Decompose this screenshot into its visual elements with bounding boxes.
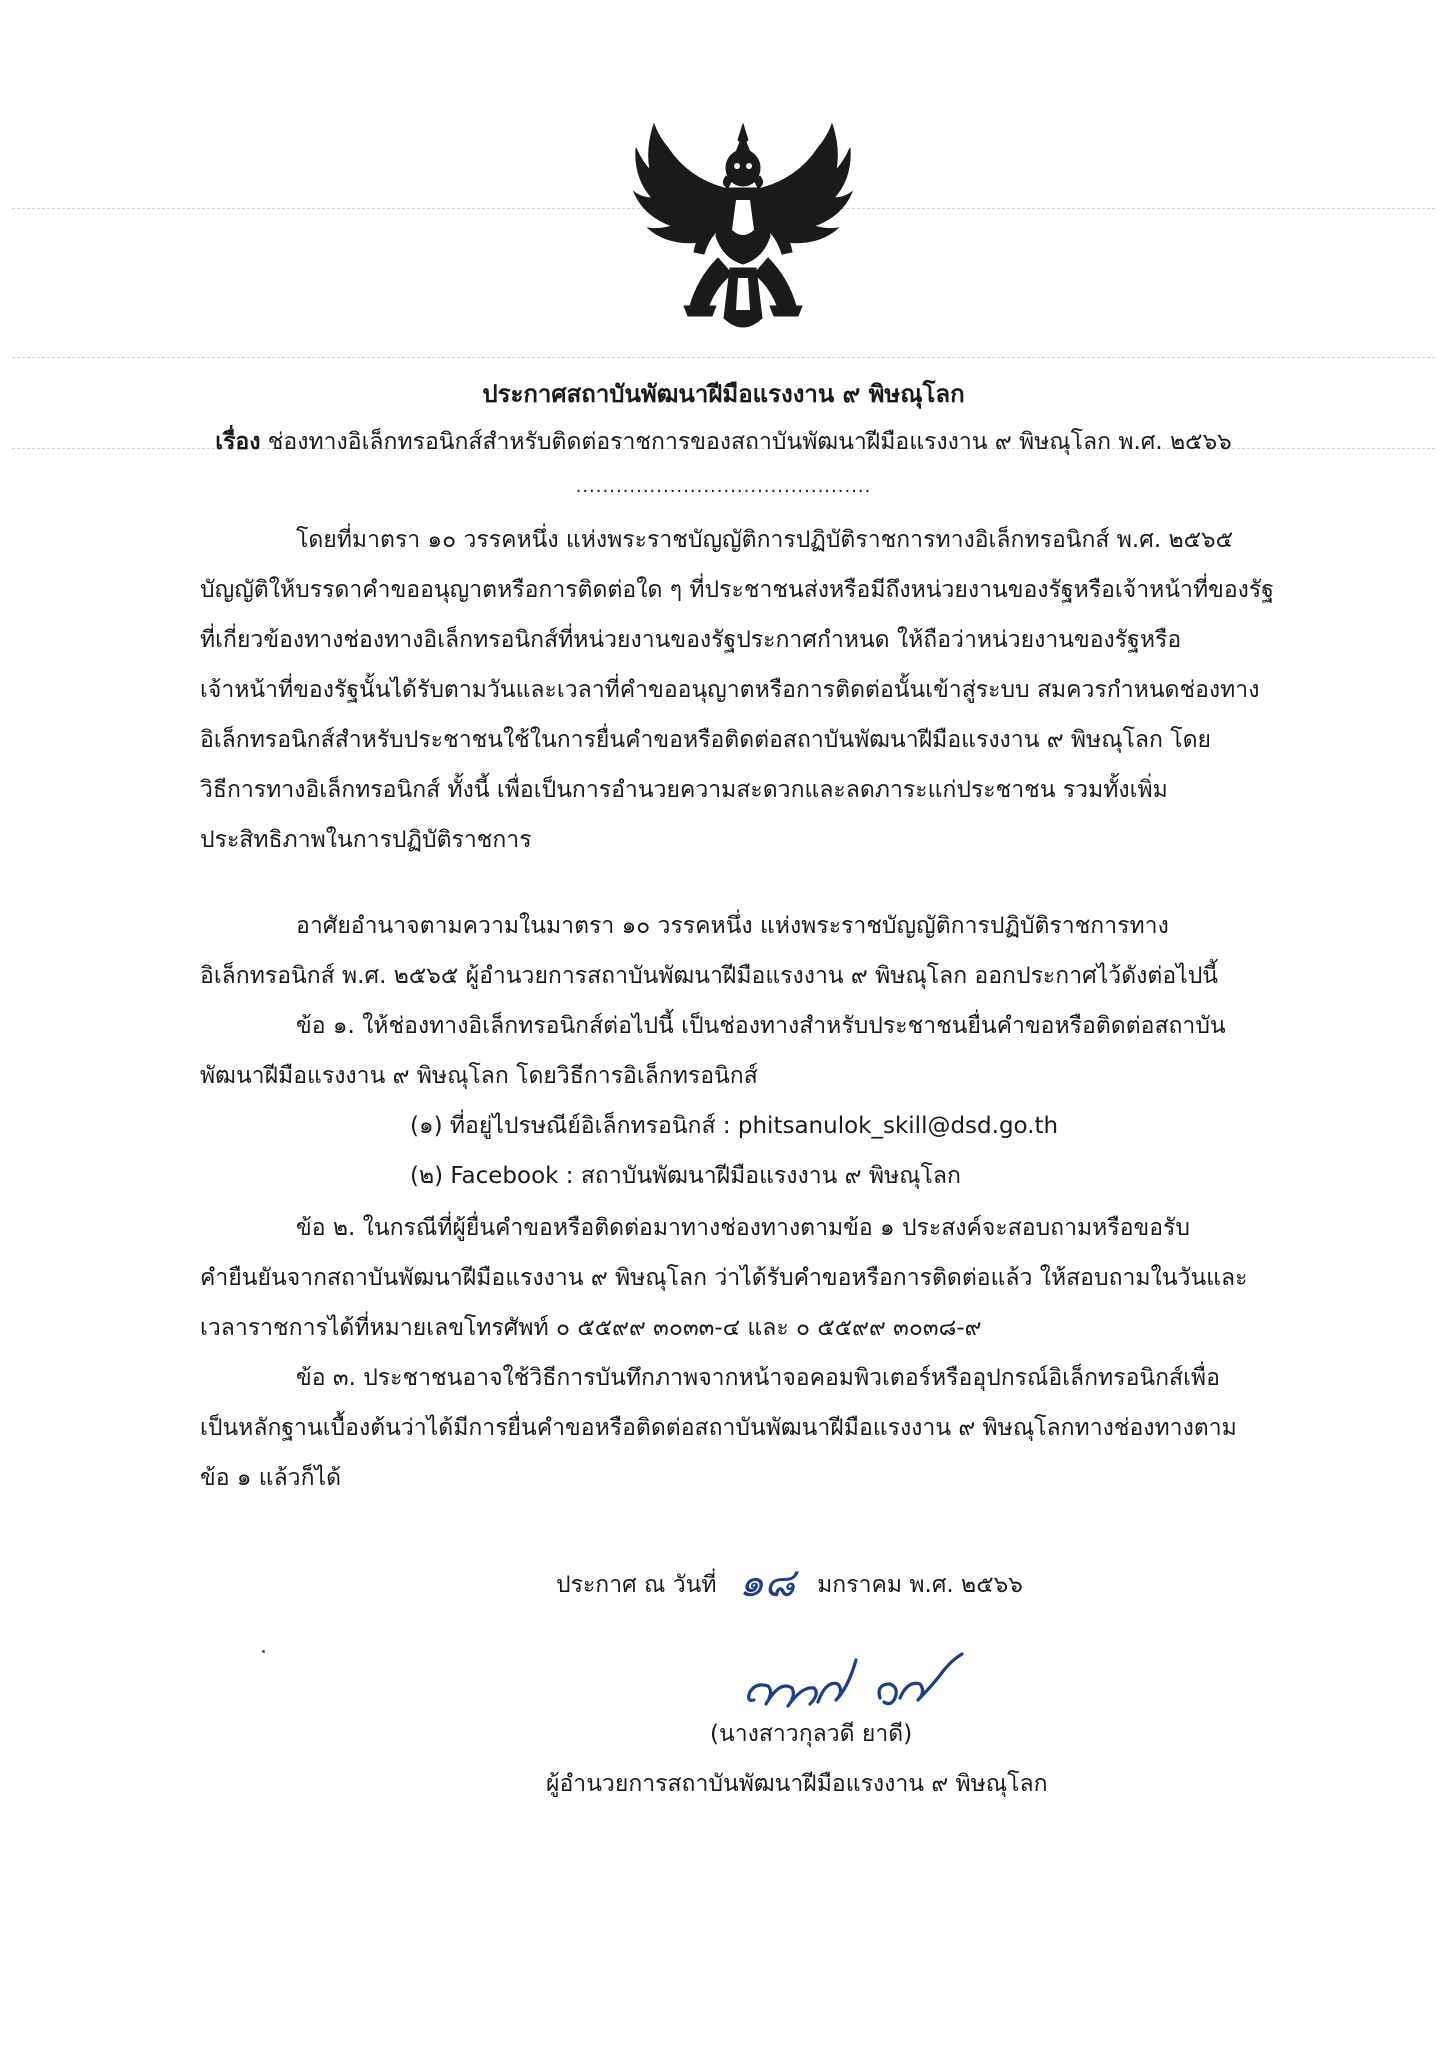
handwritten-signature bbox=[740, 1640, 980, 1720]
clause-line: ข้อ ๑ แล้วก็ได้ bbox=[200, 1465, 342, 1491]
date-suffix: มกราคม พ.ศ. ๒๕๖๖ bbox=[817, 1572, 1023, 1598]
subject-label: เรื่อง bbox=[215, 429, 261, 455]
paragraph-line: เจ้าหน้าที่ของรัฐนั้นได้รับตามวันและเวลาที่คำขออนุญาตหรือการติดต่อนั้นเข้าสู่ระบบ สมควรกำหนดช่องทาง bbox=[200, 677, 1260, 703]
clause-line: ข้อ ๑. ให้ช่องทางอิเล็กทรอนิกส์ต่อไปนี้ เป็นช่องทางสำหรับประชาชนยื่นคำขอหรือติดต่อสถาบัน bbox=[296, 1013, 1226, 1039]
clause-line: ข้อ ๓. ประชาชนอาจใช้วิธีการบันทึกภาพจากหน้าจอคอมพิวเตอร์หรืออุปกรณ์อิเล็กทรอนิกส์เพื่อ bbox=[296, 1365, 1220, 1391]
clause-line: เวลาราชการได้ที่หมายเลขโทรศัพท์ ๐ ๕๕๙๙ ๓๐๓๓-๔ และ ๐ ๕๕๙๙ ๓๐๓๘-๙ bbox=[200, 1315, 982, 1341]
paragraph-line: อาศัยอำนาจตามความในมาตรา ๑๐ วรรคหนึ่ง แห่งพระราชบัญญัติการปฏิบัติราชการทาง bbox=[296, 913, 1169, 939]
paragraph-line: อิเล็กทรอนิกส์ พ.ศ. ๒๕๖๕ ผู้อำนวยการสถาบันพัฒนาฝีมือแรงงาน ๙ พิษณุโลก ออกประกาศไว้ดังต่อไปนี้ bbox=[200, 963, 1219, 989]
paragraph-line: อิเล็กทรอนิกส์สำหรับประชาชนใช้ในการยื่นคำขอหรือติดต่อสถาบันพัฒนาฝีมือแรงงาน ๙ พิษณุโลก โดย bbox=[200, 727, 1212, 753]
clause-line: พัฒนาฝีมือแรงงาน ๙ พิษณุโลก โดยวิธีการอิเล็กทรอนิกส์ bbox=[200, 1063, 758, 1089]
scan-artifact-line bbox=[12, 357, 1435, 358]
signer-name: (นางสาวกุลวดี ยาดี) bbox=[710, 1721, 913, 1747]
announcement-subject bbox=[0, 424, 1447, 460]
paragraph-line: โดยที่มาตรา ๑๐ วรรคหนึ่ง แห่งพระราชบัญญัติการปฏิบัติราชการทางอิเล็กทรอนิกส์ พ.ศ. ๒๕๖๕ bbox=[296, 527, 1234, 553]
separator-dots: ............................................ bbox=[575, 476, 872, 497]
paragraph-line: ประสิทธิภาพในการปฏิบัติราชการ bbox=[200, 827, 532, 853]
scan-speck bbox=[262, 1650, 265, 1653]
date-prefix: ประกาศ ณ วันที่ bbox=[556, 1572, 717, 1598]
channel-email: (๑) ที่อยู่ไปรษณีย์อิเล็กทรอนิกส์ : phitsanulok_skill@dsd.go.th bbox=[410, 1113, 1059, 1139]
announcement-date bbox=[556, 1550, 1023, 1614]
clause-line: คำยืนยันจากสถาบันพัฒนาฝีมือแรงงาน ๙ พิษณุโลก ว่าได้รับคำขอหรือการติดต่อแล้ว ให้สอบถามในวันและ bbox=[200, 1265, 1248, 1291]
signer-title: ผู้อำนวยการสถาบันพัฒนาฝีมือแรงงาน ๙ พิษณุโลก bbox=[546, 1771, 1048, 1797]
handwritten-date-day: ๑๘ bbox=[738, 1560, 795, 1606]
subject-text: ช่องทางอิเล็กทรอนิกส์สำหรับติดต่อราชการของสถาบันพัฒนาฝีมือแรงงาน ๙ พิษณุโลก พ.ศ. ๒๕๖๖ bbox=[267, 429, 1232, 455]
clause-line: เป็นหลักฐานเบื้องต้นว่าได้มีการยื่นคำขอหรือติดต่อสถาบันพัฒนาฝีมือแรงงาน ๙ พิษณุโลกทางช่องทางตาม bbox=[200, 1415, 1237, 1441]
paragraph-line: บัญญัติให้บรรดาคำขออนุญาตหรือการติดต่อใด ๆ ที่ประชาชนส่งหรือมีถึงหน่วยงานของรัฐหรือเจ้าหน้าที่ของรัฐ bbox=[200, 577, 1274, 603]
paragraph-line: วิธีการทางอิเล็กทรอนิกส์ ทั้งนี้ เพื่อเป็นการอำนวยความสะดวกและลดภาระแก่ประชาชน รวมทั้งเพิ่ม bbox=[200, 777, 1168, 803]
paragraph-line: ที่เกี่ยวข้องทางช่องทางอิเล็กทรอนิกส์ที่หน่วยงานของรัฐประกาศกำหนด ให้ถือว่าหน่วยงานของรัฐหรือ bbox=[200, 627, 1182, 653]
clause-line: ข้อ ๒. ในกรณีที่ผู้ยื่นคำขอหรือติดต่อมาทางช่องทางตามข้อ ๑ ประสงค์จะสอบถามหรือขอรับ bbox=[296, 1215, 1191, 1241]
channel-facebook: (๒) Facebook : สถาบันพัฒนาฝีมือแรงงาน ๙ พิษณุโลก bbox=[410, 1163, 961, 1189]
announcement-title: ประกาศสถาบันพัฒนาฝีมือแรงงาน ๙ พิษณุโลก bbox=[482, 380, 965, 408]
garuda-emblem-icon bbox=[628, 118, 858, 340]
